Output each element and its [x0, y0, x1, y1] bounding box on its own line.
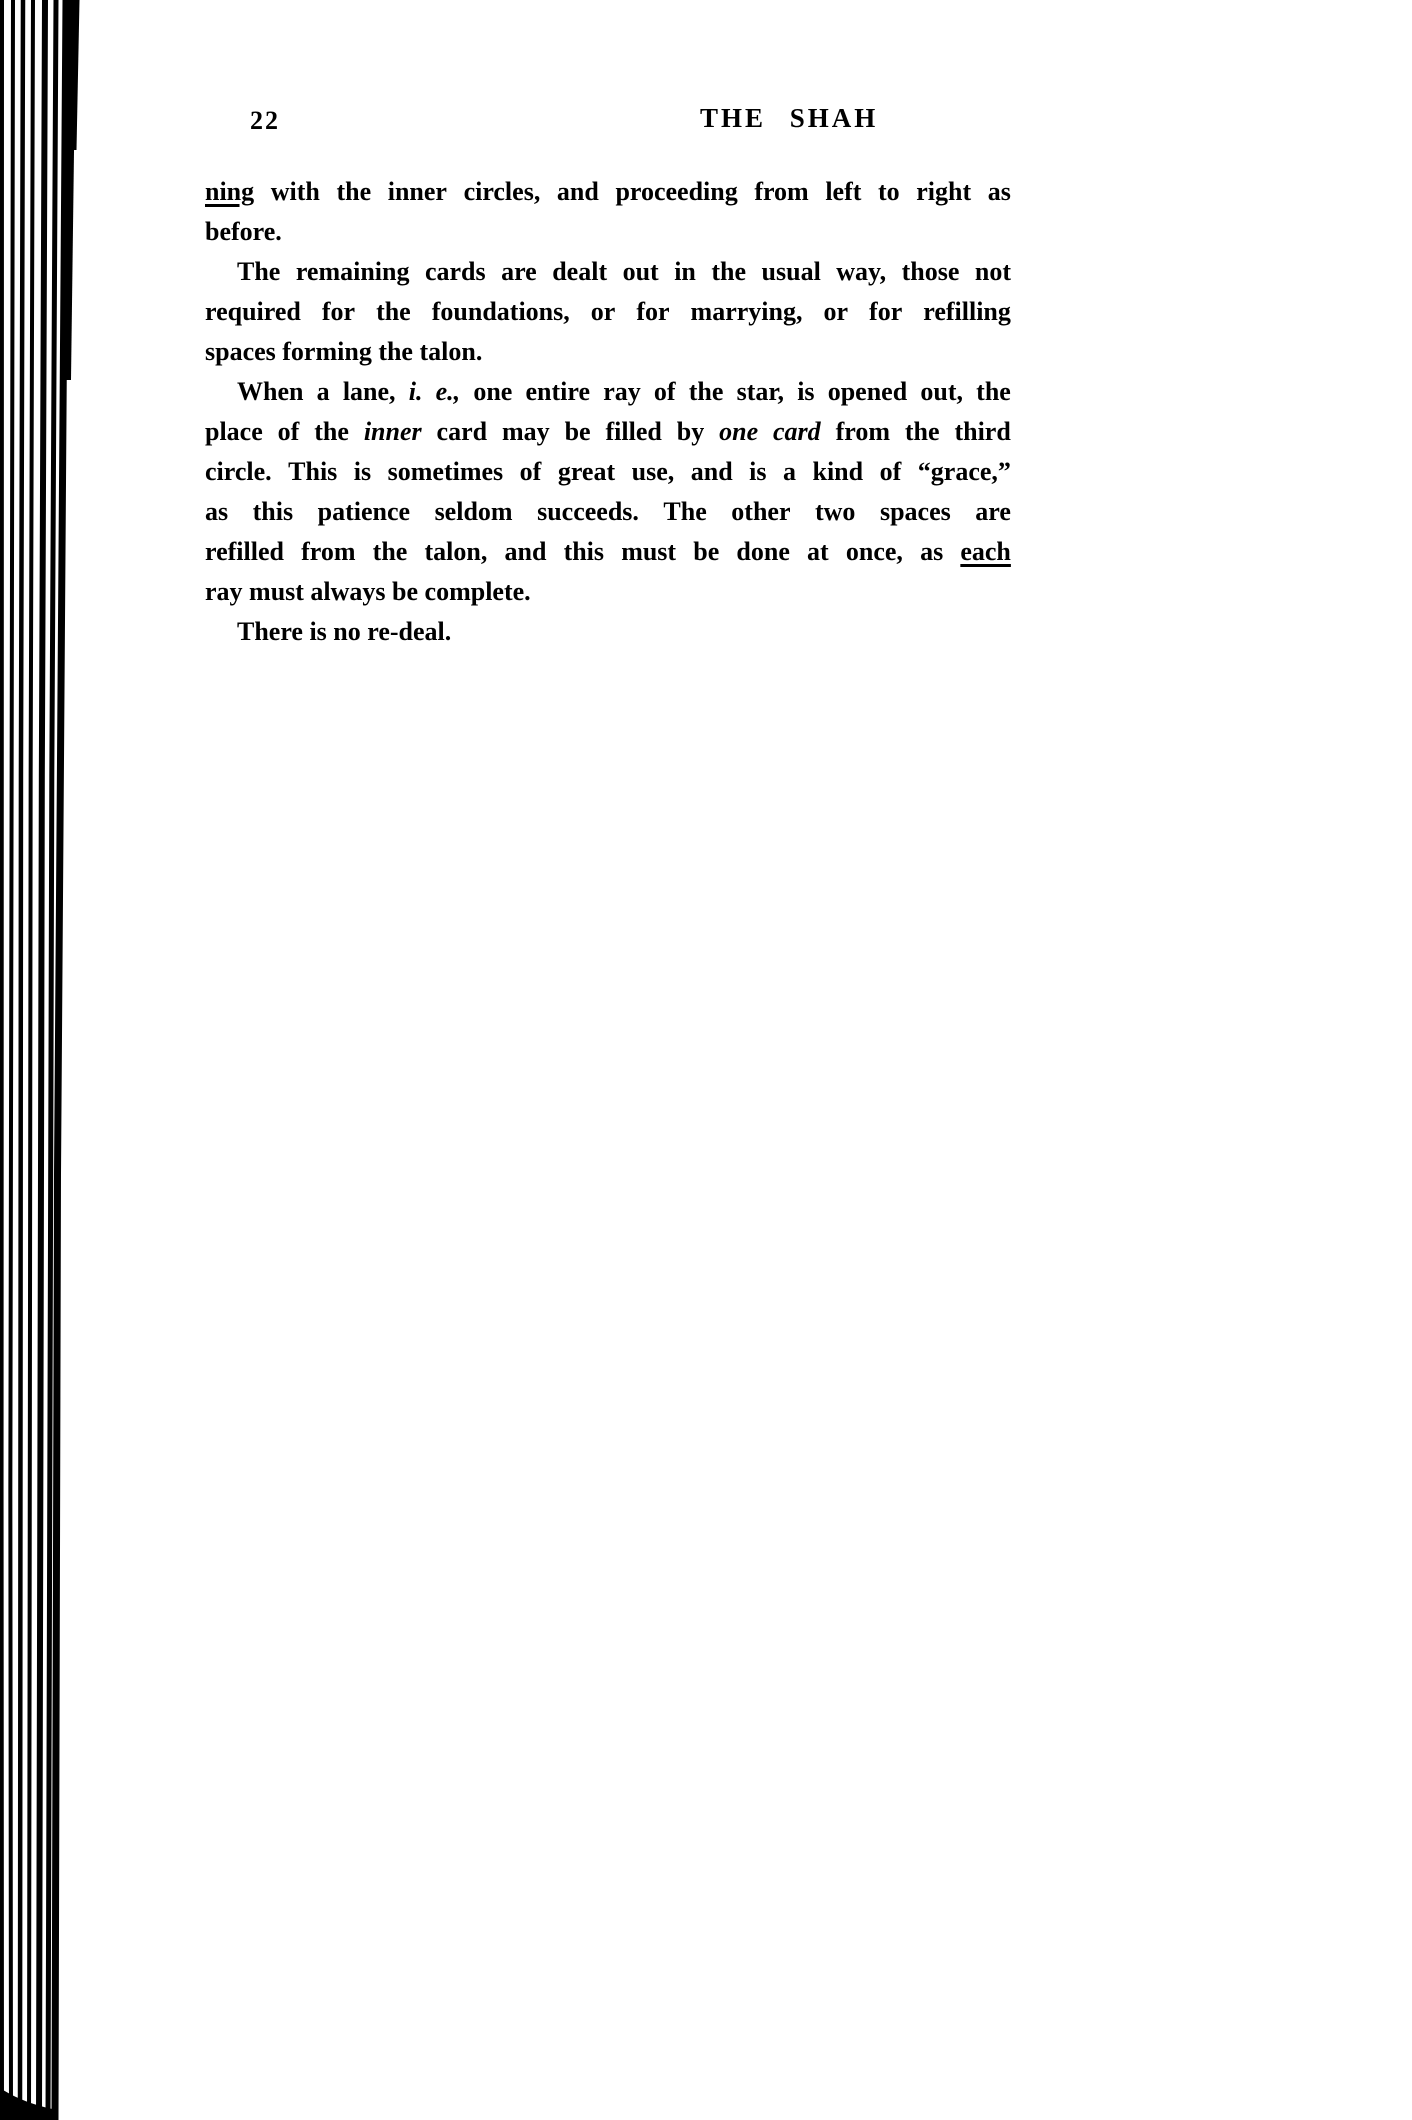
- word-run: circles,: [463, 177, 541, 206]
- word-run: are: [975, 497, 1011, 526]
- page-number: 22: [250, 106, 280, 135]
- word-run: inner: [387, 177, 447, 206]
- word-run: kind: [812, 457, 864, 486]
- binding-scan-lines-artifact: [0, 0, 90, 2120]
- text-line: [205, 332, 1011, 372]
- word-run: This: [288, 457, 338, 486]
- word-run: by: [676, 417, 705, 446]
- word-run: the: [976, 377, 1011, 406]
- word-run: done: [736, 537, 790, 566]
- word-run: from: [301, 537, 356, 566]
- word-run: a: [783, 457, 796, 486]
- text-line: [205, 172, 1011, 212]
- body-text: [205, 172, 1011, 652]
- word-run: is: [353, 457, 372, 486]
- text-line: [205, 452, 1011, 492]
- word-run: from: [754, 177, 809, 206]
- word-run: “grace,”: [917, 457, 1011, 486]
- word-run: in: [674, 257, 696, 286]
- word-run: for: [869, 297, 903, 326]
- text-run: spaces forming the talon.: [205, 337, 483, 366]
- word-run: may: [502, 417, 550, 446]
- text-line: [205, 532, 1011, 572]
- text-line: [205, 492, 1011, 532]
- word-run: or: [590, 297, 616, 326]
- word-run: the: [904, 417, 940, 446]
- word-run: for: [321, 297, 356, 326]
- word-run: lane,: [342, 377, 396, 406]
- word-run: is: [749, 457, 767, 486]
- word-run: card: [436, 417, 488, 446]
- word-run: proceeding: [615, 177, 738, 206]
- word-run: patience: [317, 497, 411, 526]
- word-run: as: [205, 497, 229, 526]
- word-run: i.: [408, 377, 423, 406]
- word-run: the: [372, 537, 408, 566]
- word-run: the: [314, 417, 349, 446]
- text-line: [205, 292, 1011, 332]
- text-line: [205, 252, 1011, 292]
- word-run: as: [920, 537, 944, 566]
- word-run: star,: [736, 377, 785, 406]
- word-run: cards: [424, 257, 486, 286]
- word-run: out,: [920, 377, 963, 406]
- word-run: and: [556, 177, 599, 206]
- word-run: of: [519, 457, 542, 486]
- word-run: are: [501, 257, 537, 286]
- word-run: not: [974, 257, 1011, 286]
- word-run: e.,: [435, 377, 461, 406]
- word-run: one: [473, 377, 513, 406]
- word-run: two: [815, 497, 856, 526]
- word-run: to: [878, 177, 900, 206]
- word-run: the: [336, 177, 372, 206]
- word-run: usual: [761, 257, 821, 286]
- word-run: at: [807, 537, 829, 566]
- word-run: sometimes: [387, 457, 504, 486]
- word-run: third: [954, 417, 1011, 446]
- text-line: [205, 372, 1011, 412]
- word-run: each: [960, 537, 1011, 566]
- word-run: other: [731, 497, 791, 526]
- word-run: be: [564, 417, 591, 446]
- word-run: seldom: [434, 497, 513, 526]
- word-run: succeeds.: [537, 497, 639, 526]
- word-run: dealt: [552, 257, 608, 286]
- text-line: [205, 412, 1011, 452]
- word-run: When: [237, 377, 304, 406]
- text-run: There is no re-deal.: [237, 617, 452, 646]
- word-run: talon,: [424, 537, 488, 566]
- word-run: left: [825, 177, 862, 206]
- text-run: before.: [205, 217, 282, 246]
- word-run: marrying,: [690, 297, 803, 326]
- word-run: the: [688, 377, 724, 406]
- word-run: place: [205, 417, 263, 446]
- word-run: entire: [525, 377, 591, 406]
- word-run: way,: [836, 257, 887, 286]
- word-run: once,: [845, 537, 903, 566]
- word-run: or: [823, 297, 849, 326]
- word-run: use,: [631, 457, 675, 486]
- word-run: ray: [603, 377, 641, 406]
- word-run: be: [693, 537, 720, 566]
- text-line: [205, 212, 1011, 252]
- word-run: for: [636, 297, 670, 326]
- word-run: circle.: [205, 457, 272, 486]
- word-run: those: [901, 257, 960, 286]
- word-run: a: [316, 377, 330, 406]
- word-run: of: [879, 457, 902, 486]
- word-run: the: [711, 257, 747, 286]
- word-run: is: [797, 377, 815, 406]
- word-run: must: [621, 537, 677, 566]
- word-run: and: [690, 457, 733, 486]
- word-run: with: [270, 177, 320, 206]
- word-run: this: [563, 537, 605, 566]
- word-run: ning: [205, 177, 255, 206]
- word-run: The: [237, 257, 281, 286]
- word-run: great: [557, 457, 616, 486]
- word-run: foundations,: [431, 297, 570, 326]
- text-line: [205, 612, 1011, 652]
- word-run: inner: [363, 417, 422, 446]
- word-run: remaining: [295, 257, 410, 286]
- word-run: The: [663, 497, 707, 526]
- word-run: this: [252, 497, 294, 526]
- text-run: ray must always be complete.: [205, 577, 531, 606]
- running-title: THE SHAH: [700, 103, 879, 133]
- word-run: refilling: [923, 297, 1011, 326]
- word-run: card: [773, 417, 821, 446]
- word-run: from: [835, 417, 890, 446]
- word-run: one: [719, 417, 759, 446]
- word-run: right: [916, 177, 972, 206]
- word-run: opened: [827, 377, 908, 406]
- word-run: of: [653, 377, 676, 406]
- word-run: as: [987, 177, 1011, 206]
- text-line: [205, 572, 1011, 612]
- word-run: out: [622, 257, 659, 286]
- word-run: filled: [605, 417, 662, 446]
- word-run: of: [277, 417, 300, 446]
- word-run: the: [376, 297, 411, 326]
- word-run: and: [504, 537, 547, 566]
- word-run: refilled: [205, 537, 284, 566]
- word-run: required: [205, 297, 301, 326]
- word-run: spaces: [879, 497, 951, 526]
